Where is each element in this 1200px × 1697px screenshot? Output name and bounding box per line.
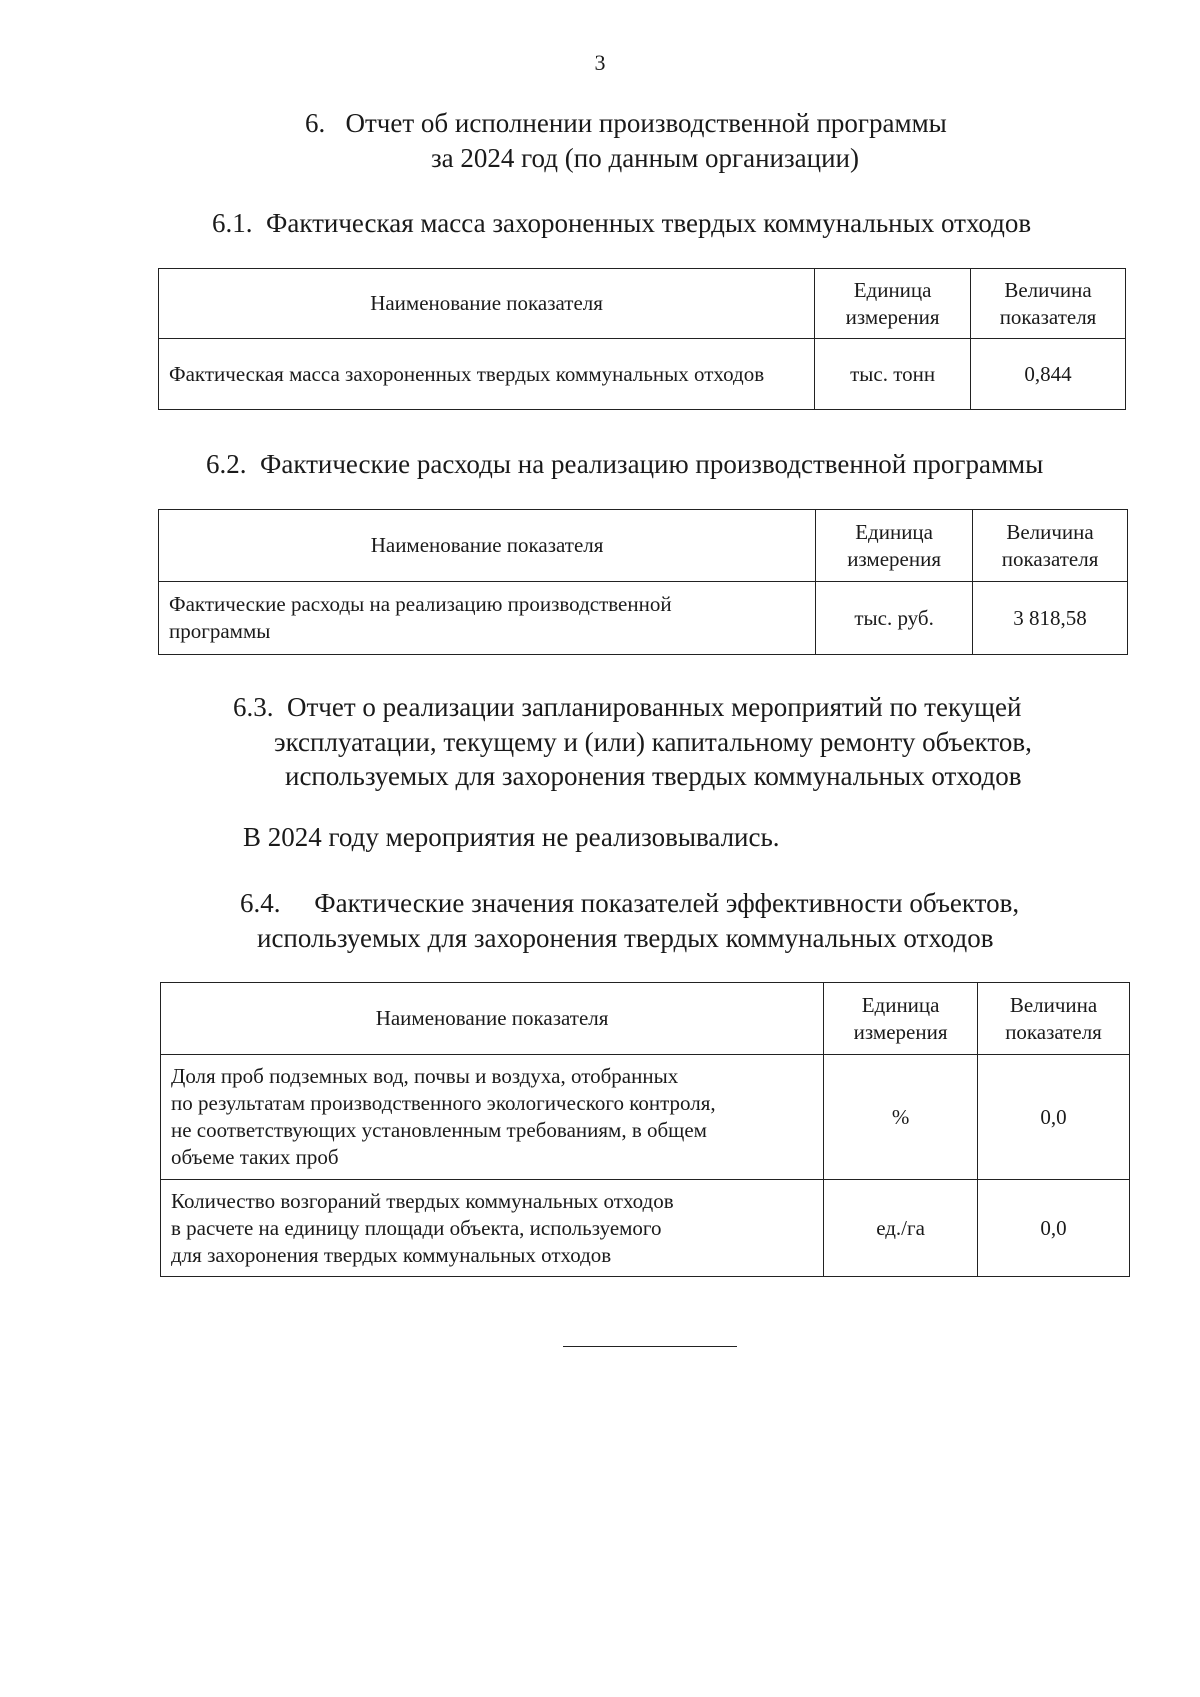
section-6-title-text: Отчет об исполнении производственной программы: [345, 108, 947, 138]
header-unit: Единица измерения: [824, 983, 978, 1055]
header-name: Наименование показателя: [161, 983, 824, 1055]
indicator-name: Фактические расходы на реализацию производственной программы: [159, 582, 816, 655]
header-value: Величина показателя: [978, 983, 1130, 1055]
indicator-name: Доля проб подземных вод, почвы и воздуха, отобранных по результатам производственного экологического контроля, не соответствующих установленным требованиям, в общем объеме таких проб: [161, 1055, 824, 1180]
section-6-2-number: 6.2.: [206, 449, 247, 479]
table-row: [159, 339, 1126, 410]
section-6-4-title-line1: [240, 886, 1019, 921]
section-6-3-text: В 2024 году мероприятия не реализовывались.: [243, 822, 780, 852]
indicator-unit: %: [824, 1055, 978, 1180]
section-6-3-title-text: Отчет о реализации запланированных мероприятий по текущей: [287, 692, 1022, 722]
section-6-3-title-line2: эксплуатации, текущему и (или) капитальному ремонту объектов,: [274, 727, 1032, 757]
indicator-unit: ед./га: [824, 1180, 978, 1277]
section-6-1-title-text: Фактическая масса захороненных твердых коммунальных отходов: [266, 208, 1032, 238]
indicator-value: 0,0: [978, 1180, 1130, 1277]
header-name: Наименование показателя: [159, 269, 815, 339]
section-6-4-title-line2: используемых для захоронения твердых коммунальных отходов: [257, 923, 994, 953]
section-6-3-number: 6.3.: [233, 692, 274, 722]
table-6-2: [158, 509, 1128, 655]
section-6-title-line1: [305, 106, 947, 141]
section-6-4-number: 6.4.: [240, 888, 281, 918]
section-6-4-title-text: Фактические значения показателей эффективности объектов,: [314, 888, 1020, 918]
section-6-3-title-line1: [233, 690, 1021, 725]
header-unit: Единица измерения: [816, 510, 973, 582]
section-6-1-title: [212, 206, 1031, 241]
header-name: Наименование показателя: [159, 510, 816, 582]
table-header-row: [159, 269, 1126, 339]
indicator-value: 0,844: [971, 339, 1126, 410]
indicator-value: 3 818,58: [973, 582, 1128, 655]
table-6-4: [160, 982, 1130, 1277]
header-unit: Единица измерения: [815, 269, 971, 339]
table-row: [161, 1180, 1130, 1277]
indicator-unit: тыс. руб.: [816, 582, 973, 655]
section-6-number: 6.: [305, 108, 326, 138]
closing-divider: [563, 1346, 737, 1347]
section-6-title-line2: за 2024 год (по данным организации): [431, 143, 859, 173]
section-6-3-title-line3: используемых для захоронения твердых коммунальных отходов: [285, 761, 1022, 791]
indicator-unit: тыс. тонн: [815, 339, 971, 410]
section-6-1-number: 6.1.: [212, 208, 253, 238]
table-row: [161, 1055, 1130, 1180]
section-6-2-title-text: Фактические расходы на реализацию производственной программы: [260, 449, 1044, 479]
table-header-row: [159, 510, 1128, 582]
header-value: Величина показателя: [973, 510, 1128, 582]
indicator-value: 0,0: [978, 1055, 1130, 1180]
table-6-1: [158, 268, 1126, 410]
indicator-name: Количество возгораний твердых коммунальных отходов в расчете на единицу площади объекта, используемого для захоронения твердых коммунальных отходов: [161, 1180, 824, 1277]
table-row: [159, 582, 1128, 655]
indicator-name: Фактическая масса захороненных твердых коммунальных отходов: [159, 339, 815, 410]
table-header-row: [161, 983, 1130, 1055]
header-value: Величина показателя: [971, 269, 1126, 339]
page-number: 3: [594, 50, 606, 75]
section-6-2-title: [206, 447, 1043, 482]
